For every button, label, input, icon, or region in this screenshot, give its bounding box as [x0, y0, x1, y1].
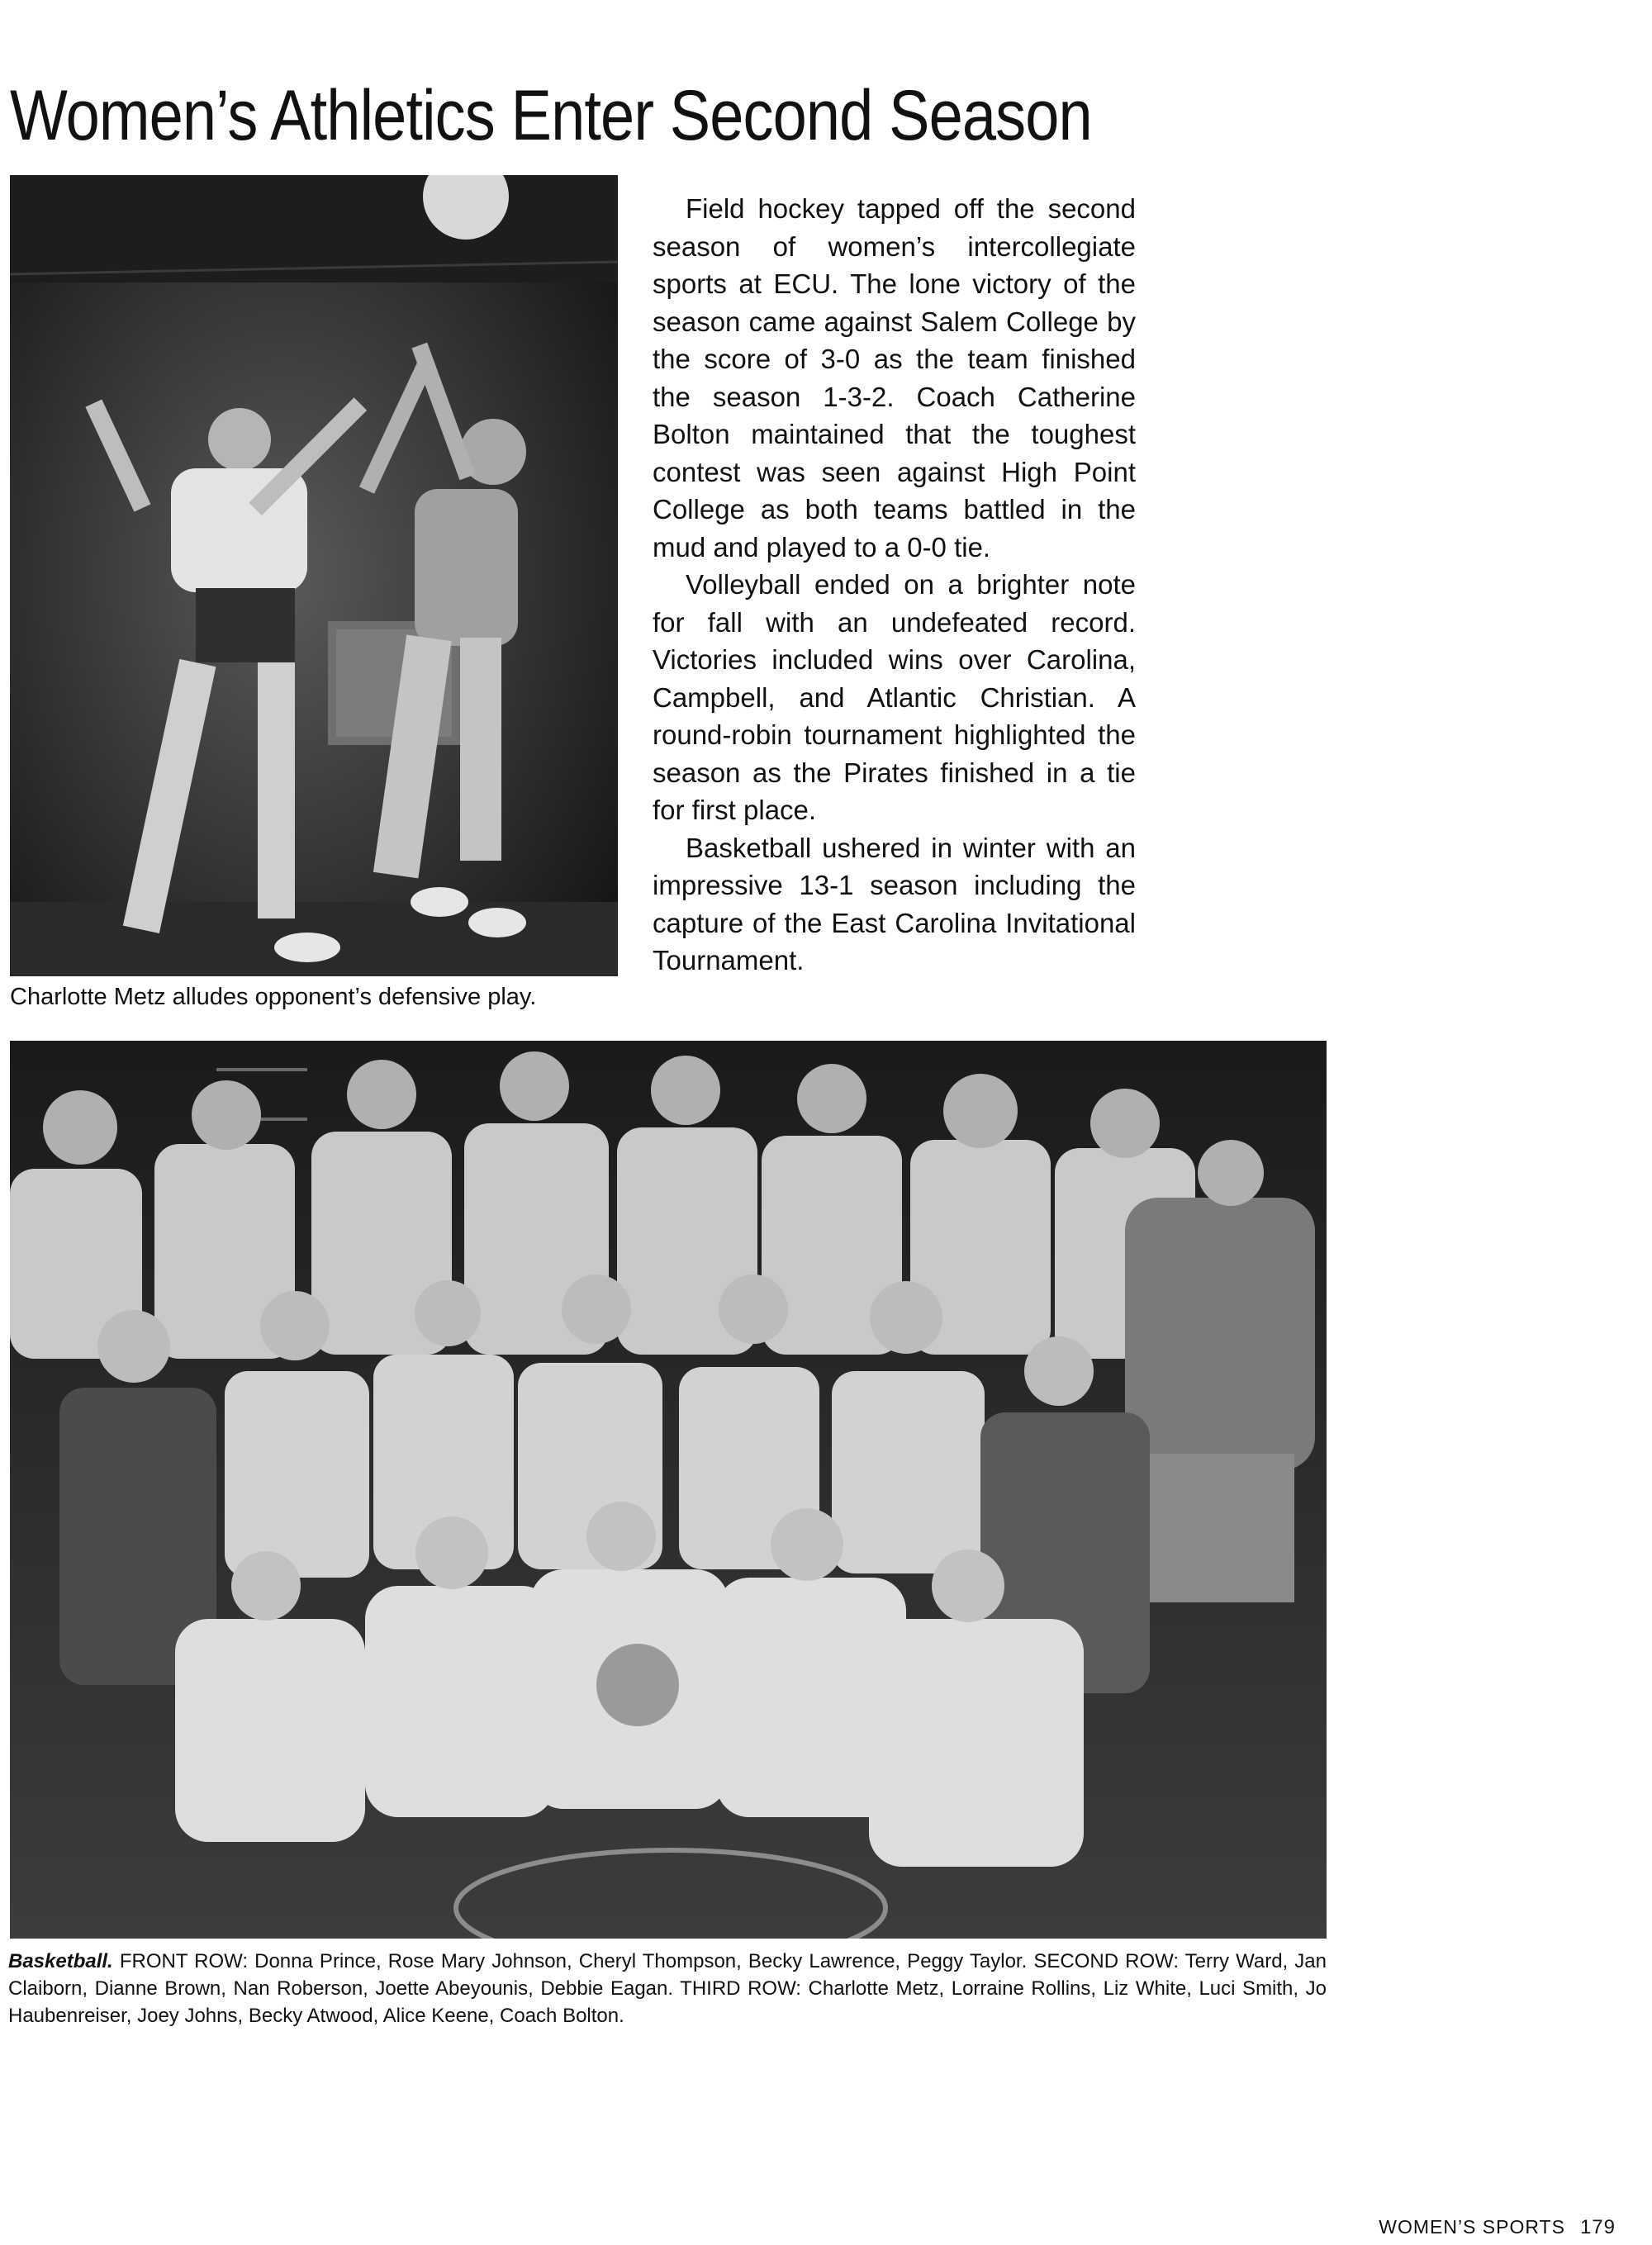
basketball-team-image — [10, 1041, 1327, 1939]
caption-lead: Basketball. — [8, 1950, 113, 1972]
caption-roster: FRONT ROW: Donna Prince, Rose Mary Johnson, Cheryl Thompson, Becky Lawrence, Peggy Taylor. SECOND ROW: Terry Ward, Jan Claiborn, Dianne Brown, Nan Roberson, Joette Abeyounis, Debbie Eagan. THIRD ROW: Charlotte Metz, Lorraine Rollins, Liz White, Luci Smith, Jo Haubenreiser, Joey Johns, Becky Atwood, Alice Keene, Coach Bolton. — [8, 1950, 1327, 2027]
team-photo-caption — [8, 1948, 1327, 2029]
photo1-caption: Charlotte Metz alludes opponent’s defensive play. — [10, 984, 537, 1010]
footer-section: WOMEN’S SPORTS — [1379, 2216, 1565, 2238]
basketball-team-photo — [10, 1041, 1327, 1939]
page-footer — [1379, 2216, 1616, 2239]
article-paragraph-field-hockey: Field hockey tapped off the second season of women’s intercollegiate sports at ECU. The lone victory of the season came against Salem College by the score of 3-0 as the team finished the season 1-3-2. Coach Catherine Bolton maintained that the toughest contest was seen against High Point College as both teams battled in the mud and played to a 0-0 tie. — [653, 193, 1136, 562]
page-number: 179 — [1579, 2216, 1616, 2238]
basketball-action-photo — [10, 175, 618, 976]
article-paragraph-volleyball: Volleyball ended on a brighter note for fall with an undefeated record. Victories included wins over Carolina, Campbell, and Atlantic Christian. A round-robin tournament highlighted the season as the Pirates finished in a tie for first place. — [653, 569, 1136, 825]
basketball-action-image — [10, 175, 618, 976]
headline: Women’s Athletics Enter Second Season — [10, 76, 1092, 155]
article-body — [653, 190, 1136, 980]
article-paragraph-basketball: Basketball ushered in winter with an impressive 13-1 season including the capture of the East Carolina Invitational Tournament. — [653, 832, 1136, 975]
